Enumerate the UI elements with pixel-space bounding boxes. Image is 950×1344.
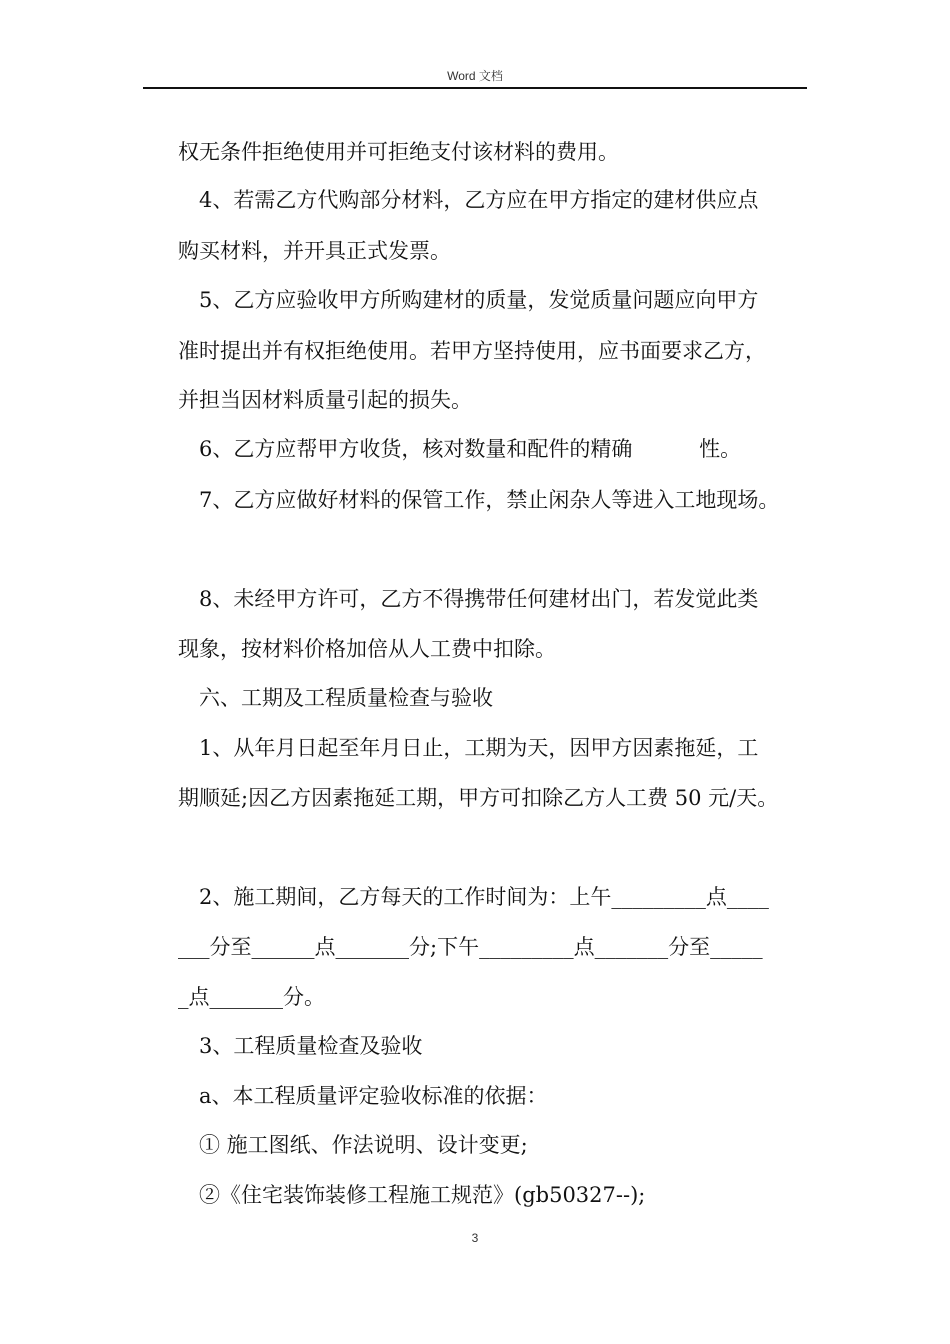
text-line: a、本工程质量评定验收标准的依据： [199, 1084, 548, 1108]
text-line: 现象，按材料价格加倍从人工费中扣除。 [178, 637, 556, 661]
page-number: 3 [471, 1231, 479, 1245]
text-line: 8、未经甲方许可，乙方不得携带任何建材出门，若发觉此类 [199, 587, 759, 611]
header-divider [143, 87, 807, 89]
text-line: 6、乙方应帮甲方收货，核对数量和配件的精确 性。 [199, 437, 742, 461]
document-header-title: Word 文档 [447, 69, 503, 83]
text-line: 期顺延;因乙方因素拖延工期，甲方可扣除乙方人工费 50 元/天。 [178, 786, 779, 810]
list-item: ① 施工图纸、作法说明、设计变更; [199, 1133, 528, 1157]
text-line: 准时提出并有权拒绝使用。若甲方坚持使用，应书面要求乙方， [178, 339, 766, 363]
section-heading: 六、工期及工程质量检查与验收 [199, 686, 493, 710]
text-line: 并担当因材料质量引起的损失。 [178, 388, 472, 412]
text-line: 1、从年月日起至年月日止，工期为天，因甲方因素拖延，工 [199, 736, 759, 760]
text-line: 2、施工期间，乙方每天的工作时间为：上午_________点____ [199, 885, 769, 909]
text-line: 7、乙方应做好材料的保管工作，禁止闲杂人等进入工地现场。 [199, 488, 780, 512]
text-line: _点_______分。 [178, 985, 325, 1009]
text-line: 3、工程质量检查及验收 [199, 1034, 423, 1058]
text-line: 购买材料，并开具正式发票。 [178, 239, 451, 263]
list-item: ②《住宅装饰装修工程施工规范》(gb50327--); [199, 1183, 646, 1207]
text-line: ___分至______点_______分;下午_________点_______分至_____ [178, 935, 763, 959]
text-line: 4、若需乙方代购部分材料，乙方应在甲方指定的建材供应点 [199, 188, 759, 212]
text-line: 权无条件拒绝使用并可拒绝支付该材料的费用。 [178, 140, 619, 164]
text-line: 5、乙方应验收甲方所购建材的质量，发觉质量问题应向甲方 [199, 288, 759, 312]
